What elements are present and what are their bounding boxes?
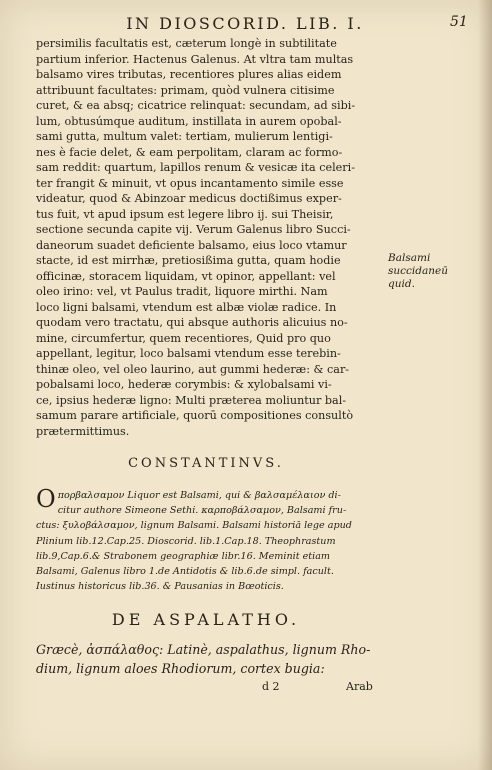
text-line: samum parare artificiale, quorū compositiones consultò (36, 409, 354, 422)
text-line: partium inferior. Hactenus Galenus. At vltra tam multas (36, 52, 354, 66)
page-number: 51 (450, 14, 468, 30)
main-text (36, 36, 376, 439)
text-line: persimilis facultatis est, cæterum longè in subtilitate (36, 37, 337, 50)
text-line: πορβαλσαμον Liquor est Balsami, qui & βαλσαμέλαιον di- (57, 490, 341, 501)
text-line: loco ligni balsami, vtendum est albæ violæ radice. In (36, 300, 337, 314)
text-line: thinæ oleo, vel oleo laurino, aut gummi hederæ: & car- (36, 362, 350, 376)
text-line: lib.9,Cap.6.& Strabonem geographiæ libr.16. Meminit etiam (36, 550, 331, 562)
text-line: sami gutta, multum valet: tertiam, mulierum lentigi- (36, 130, 333, 143)
text-line: sam reddit: quartum, lapillos renum & vesicæ ita celeri- (36, 161, 355, 174)
text-line: ctus: ξυλοβάλσαμον, lignum Balsami. Balsami historiā lege apud (36, 520, 352, 532)
text-line: appellant, legitur, loco balsami vtendum esse terebin- (36, 347, 341, 360)
text-line: videatur, quod & Abinzoar medicus doctißimus exper- (36, 192, 342, 205)
text-line: Græcè, ἀσπάλαθος: Latinè, aspalathus, lignum Rho- (36, 642, 371, 657)
text-line: curet, & ea absq; cicatrice relinquat: secundam, ad sibi- (36, 99, 356, 112)
text-line: ter frangit & minuit, vt opus incantamento simile esse (36, 176, 344, 190)
text-line: oleo irino: vel, vt Paulus tradit, liquore mirthi. Nam (36, 285, 328, 298)
margin-note (388, 252, 448, 291)
section-heading-aspalatho: DE ASPALATHO. (111, 610, 301, 629)
text-line: sectione secunda capite vij. Verum Galenus libro Succi- (36, 223, 351, 236)
catchword: Arab (346, 680, 373, 693)
constantinus-commentary (36, 485, 380, 594)
aspalatho-text (36, 640, 382, 678)
text-line: quodam vero tractatu, qui absque authoris alicuius no- (36, 316, 348, 329)
signature-mark: d 2 (262, 680, 280, 693)
margin-note-line: Balsami (388, 252, 431, 264)
text-line: lum, obtusúmque auditum, instillata in aurem opobal- (36, 114, 342, 128)
text-line: nes è facie delet, & eam perpolitam, claram ac formo- (36, 145, 343, 159)
text-line: daneorum suadet deficiente balsamo, eius loco vtamur (36, 238, 347, 252)
text-line: ce, ipsius hederæ ligno: Multi præterea moliuntur bal- (36, 393, 347, 407)
text-line: officinæ, storacem liquidam, vt opinor, appellant: vel (36, 269, 336, 283)
text-line: tus fuit, vt apud ipsum est legere libro ij. sui Theisir, (36, 207, 334, 221)
text-line: Iustinus historicus lib.36. & Pausanias in Bœoticis. (36, 581, 284, 593)
text-line: Plinium lib.12.Cap.25. Dioscorid. lib.1.Cap.18. Theophrastum (36, 535, 336, 547)
margin-note-line: succidaneū (388, 265, 448, 277)
section-heading-constantinus: CONSTANTINVS. (128, 456, 284, 471)
margin-note-line: quid. (388, 278, 415, 290)
text-line: mine, circumfertur, quem recentiores, Quid pro quo (36, 331, 331, 345)
text-line: Balsami, Galenus libro 1.de Antidotis & lib.6.de simpl. facult. (36, 565, 334, 577)
text-line: balsamo vires tributas, recentiores plures alias eidem (36, 68, 342, 81)
page-edge-shadow (478, 0, 492, 770)
text-line: pobalsami loco, hederæ corymbis: & xylobalsami vi- (36, 378, 332, 391)
text-line: dium, lignum aloes Rhodiorum, cortex bugia: (36, 661, 325, 676)
text-line: prætermittimus. (36, 424, 130, 438)
running-title: IN DIOSCORID. LIB. I. (126, 14, 364, 33)
text-line: attribuunt facultates: primam, quòd vulnera citisime (36, 83, 335, 97)
drop-cap: O (36, 485, 56, 513)
text-line: citur authore Simeone Sethi. καρποβάλσαμον, Balsami fru- (57, 505, 347, 517)
text-line: stacte, id est mirrhæ, pretiosißima gutta, quam hodie (36, 254, 341, 267)
